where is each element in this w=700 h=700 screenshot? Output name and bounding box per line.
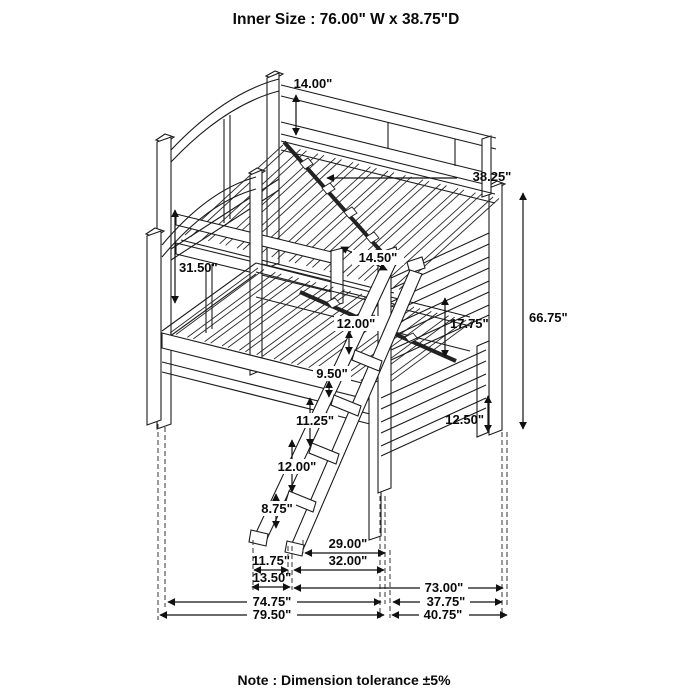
dim-label-overall-width: 40.75" — [423, 607, 463, 622]
page-title: Inner Size : 76.00" W x 38.75"D — [232, 11, 460, 28]
dim-label-foot-depth-small: 11.75" — [252, 553, 290, 568]
dim-label-rail-height: 14.00" — [293, 76, 333, 91]
dim-label-overall-length: 79.50" — [252, 607, 292, 622]
dim-label-bottom-clearance: 12.50" — [445, 412, 484, 427]
top-back-guard-rail — [281, 85, 496, 187]
dim-label-total-height: 66.75" — [529, 310, 568, 325]
dim-label-rung-gap-3: 11.25" — [296, 413, 334, 428]
dim-label-ladder-reach: 29.00" — [328, 536, 368, 551]
dim-label-inner-length: 73.00" — [424, 580, 464, 595]
dim-label-slat-length: 38.25" — [472, 169, 512, 184]
dim-label-inner-width: 37.75" — [426, 594, 466, 609]
dim-label-rung-gap-bottom: 8.75" — [261, 501, 293, 516]
rail-end-stile — [482, 136, 491, 197]
dim-label-ladder-opening: 14.50" — [358, 250, 398, 265]
dim-label-ladder-span: 32.00" — [328, 553, 368, 568]
bed-drawing — [146, 71, 505, 556]
dim-label-frame-length: 74.75" — [252, 594, 292, 609]
deck-slat — [382, 194, 482, 285]
dim-label-rung-gap-top: 12.00" — [336, 316, 376, 331]
bottom-footboard — [381, 350, 486, 456]
dim-label-rung-gap-2: 9.50" — [316, 366, 348, 381]
bottom-head-front-post — [147, 231, 161, 425]
dim-label-rung-gap-4: 12.00" — [277, 459, 317, 474]
tolerance-note: Note : Dimension tolerance ±5% — [237, 672, 451, 688]
dimension-labels — [179, 11, 568, 688]
back-right-post — [489, 183, 502, 435]
dim-label-bunk-clearance: 17.75" — [450, 316, 489, 331]
dim-label-guard-height: 31.50" — [179, 260, 218, 275]
guard-rail-end-stile — [331, 248, 343, 306]
dim-label-foot-depth-large: 13.50" — [252, 570, 292, 585]
